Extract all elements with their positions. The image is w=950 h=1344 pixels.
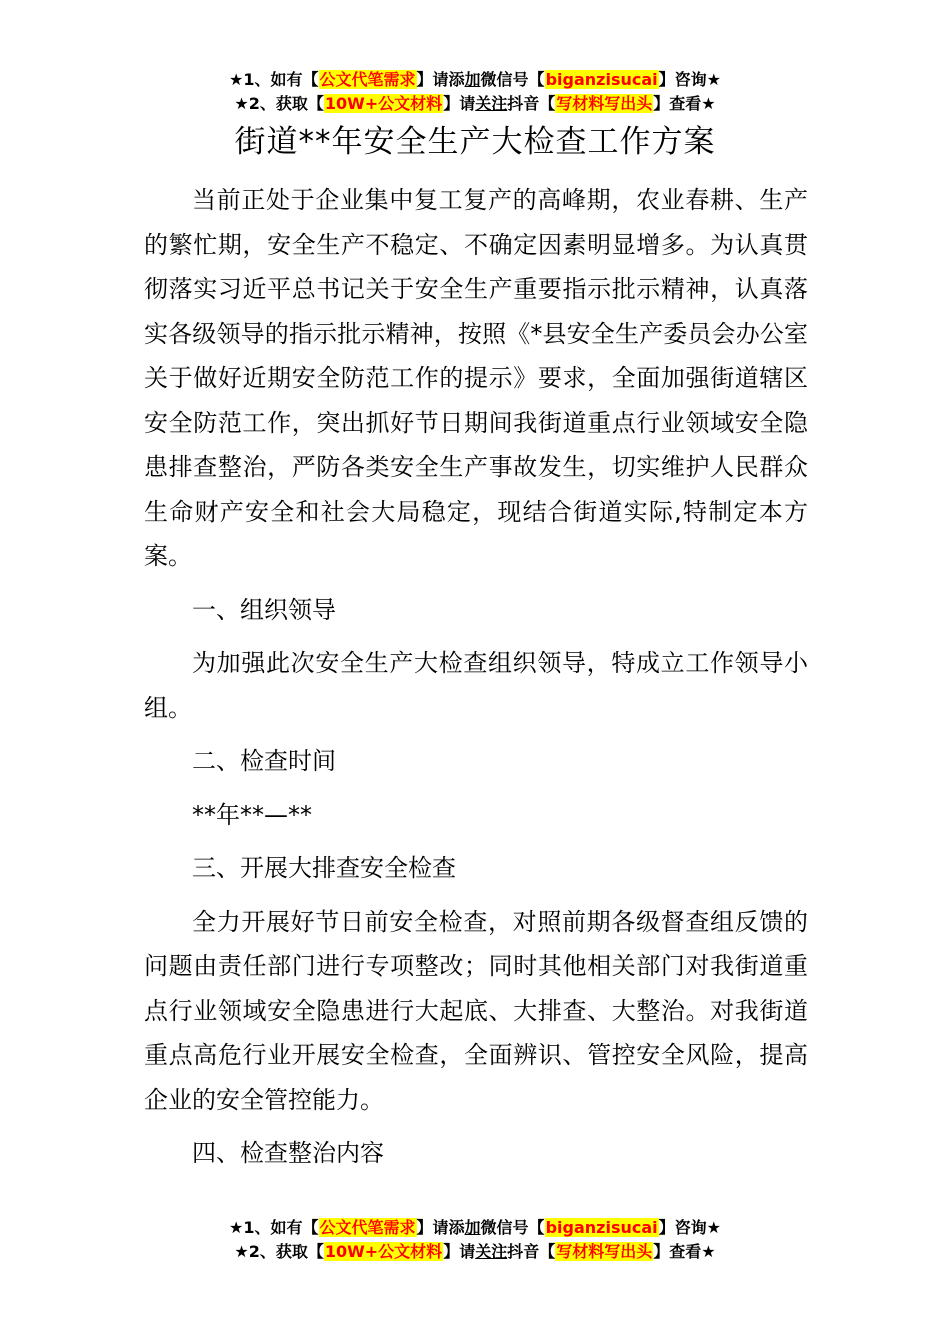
highlight-text: 10W+公文材料 [324, 94, 443, 113]
ad-text: 】请 [443, 94, 476, 113]
ad-text: 】请添 [416, 70, 465, 89]
highlight-text: biganzisucai [545, 1218, 658, 1237]
ad-text: 】请添 [416, 1218, 465, 1237]
section-heading: 二、检查时间 [192, 747, 336, 775]
bottom-ad-banner [0, 1216, 950, 1264]
highlight-text: 公文代笔需求 [319, 1218, 416, 1237]
ad-text: ★1、如有【 [229, 70, 319, 89]
ad-text: 抖音【 [507, 94, 556, 113]
ad-text: ★2、获取【 [234, 1242, 324, 1261]
top-ad-banner [0, 68, 950, 116]
highlight-text: 写材料写出头 [556, 1242, 653, 1261]
body-paragraph: 为加强此次安全生产大检查组织领导，特成立工作领导小组。 [144, 649, 808, 722]
ad-line-1 [0, 68, 950, 92]
ad-text: 微信号【 [480, 1218, 545, 1237]
highlight-text: 10W+公文材料 [324, 1242, 443, 1261]
ad-text: 】查看★ [653, 1242, 716, 1261]
ad-text: 】请 [443, 1242, 476, 1261]
section-heading: 三、开展大排查安全检查 [192, 854, 456, 882]
body-paragraph: **年**—** [192, 800, 312, 829]
underlined-text: 加 [464, 70, 481, 89]
ad-text: ★2、获取【 [234, 94, 324, 113]
ad-text: 】咨询★ [658, 70, 721, 89]
ad-text: ★1、如有【 [229, 1218, 319, 1237]
ad-text: 】咨询★ [658, 1218, 721, 1237]
document-title: 街道**年安全生产大检查工作方案 [234, 124, 716, 160]
underlined-text: 关注 [475, 1242, 508, 1261]
underlined-text: 加 [464, 1218, 481, 1237]
ad-line-2 [0, 92, 950, 116]
ad-text: 微信号【 [480, 70, 545, 89]
ad-text: 抖音【 [507, 1242, 556, 1261]
section-heading: 一、组织领导 [192, 595, 336, 624]
document-body [144, 178, 808, 1176]
underlined-text: 关注 [475, 94, 508, 113]
intro-paragraph: 当前正处于企业集中复工复产的高峰期，农业春耕、生产的繁忙期，安全生产不稳定、不确定因素明显增多。为认真贯彻落实习近平总书记关于安全生产重要指示批示精神，认真落实各级领导的指示批示精神，按照《*县安全生产委员会办公室关于做好近期安全防范工作的提示》要求，全面加强街道辖区安全防范工作，突出抓好节日期间我街道重点行业领域安全隐患排查整治，严防各类安全生产事故发生，切实维护人民群众生命财产安全和社会大局稳定，现结合街道实际,特制定本方案。 [144, 186, 808, 570]
ad-line-1 [0, 1216, 950, 1240]
body-paragraph: 全力开展好节日前安全检查，对照前期各级督查组反馈的问题由责任部门进行专项整改；同时其他相关部门对我街道重点行业领域安全隐患进行大起底、大排查、大整治。对我街道重点高危行业开展安全检查，全面辨识、管控安全风险，提高企业的安全管控能力。 [144, 907, 808, 1114]
highlight-text: 写材料写出头 [556, 94, 653, 113]
ad-line-2 [0, 1240, 950, 1264]
highlight-text: 公文代笔需求 [319, 70, 416, 89]
highlight-text: biganzisucai [545, 70, 658, 89]
section-heading: 四、检查整治内容 [192, 1139, 384, 1167]
ad-text: 】查看★ [653, 94, 716, 113]
